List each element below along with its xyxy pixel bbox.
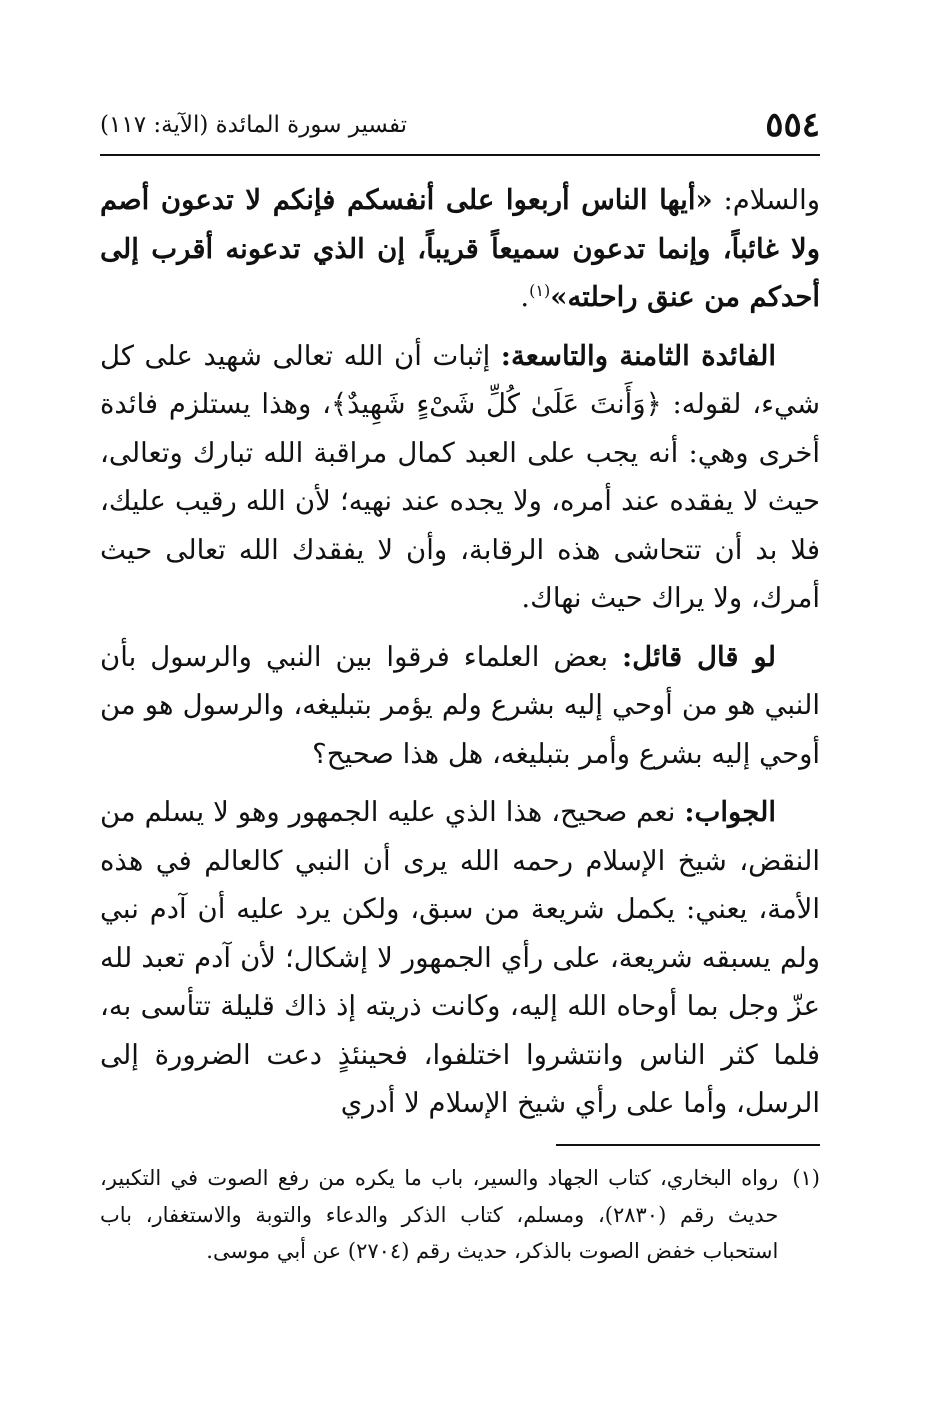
footnote-marker: (١) [792,1166,820,1190]
section-label: الجواب: [684,796,776,828]
footnote [100,1160,820,1270]
paragraph-text: بعض العلماء فرقوا بين النبي والرسول بأن النبي هو من أوحي إليه بشرع ولم يؤمر بتبليغه، والرسول هو من أوحي إليه بشرع وأمر بتبليغه، هل هذا صحيح؟ [100,640,820,770]
main-text [100,176,820,1138]
paragraph-benefit [100,332,820,623]
paragraph-hadith [100,176,820,322]
paragraph-text: إثبات أن الله تعالى شهيد على كل شيء، لقوله: ﴿وَأَنتَ عَلَىٰ كُلِّ شَىْءٍ شَهِيدٌ﴾، وهذا يستلزم فائدة أخرى وهي: أنه يجب على العبد كمال مراقبة الله تبارك وتعالى، حيث لا يفقده عند أمره، ولا يجده عند نهيه؛ لأن الله رقيب عليك، فلا بد أن تتحاشى هذه الرقابة، وأن لا يفقدك الله تعالى حيث أمرك، ولا يراك حيث نهاك. [100,339,820,614]
footnote-reference[interactable]: (١) [529,280,551,300]
section-label: لو قال قائل: [622,640,776,673]
paragraph-text: نعم صحيح، هذا الذي عليه الجمهور وهو لا يسلم من النقض، شيخ الإسلام رحمه الله يرى أن النبي كالعالم في هذه الأمة، يعني: يكمل شريعة من سبق، ولكن يرد عليه أن آدم نبي ولم يسبقه شريعة، على رأي الجمهور لا إشكال؛ لأن آدم تعبد لله عزّ وجل بما أوحاه الله إليه، وكانت ذريته إذ ذاك قليلة تتأسى به، فلما كثر الناس وانتشروا اختلفوا، فحينئذٍ دعت الضرورة إلى الرسل، وأما على رأي شيخ الإسلام لا أدري [100,796,820,1119]
paragraph-answer [100,788,820,1128]
paragraph-text: والسلام: [712,184,820,216]
paragraph-text: . [520,281,530,313]
footnote-rule [556,1144,820,1146]
page-number: ٥٥٤ [765,105,820,145]
footnote-text: رواه البخاري، كتاب الجهاد والسير، باب ما يكره من رفع الصوت في التكبير، حديث رقم (٢٨٣٠)، ومسلم، كتاب الذكر والدعاء والتوبة والاستغفار، باب استحباب خفض الصوت بالذكر، حديث رقم (٢٧٠٤) عن أبي موسى. [100,1166,779,1263]
section-label: الفائدة الثامنة والتاسعة: [500,339,777,372]
running-title: تفسير سورة المائدة (الآية: ١١٧) [100,112,407,138]
hadith-quote: «أيها الناس أربعوا على أنفسكم فإنكم لا تدعون أصم ولا غائباً، وإنما تدعون سميعاً قريباً، إن الذي تدعونه أقرب إلى أحدكم من عنق راحلته» [100,184,820,313]
header-rule [100,154,820,156]
page-header [100,100,820,150]
paragraph-question [100,633,820,779]
